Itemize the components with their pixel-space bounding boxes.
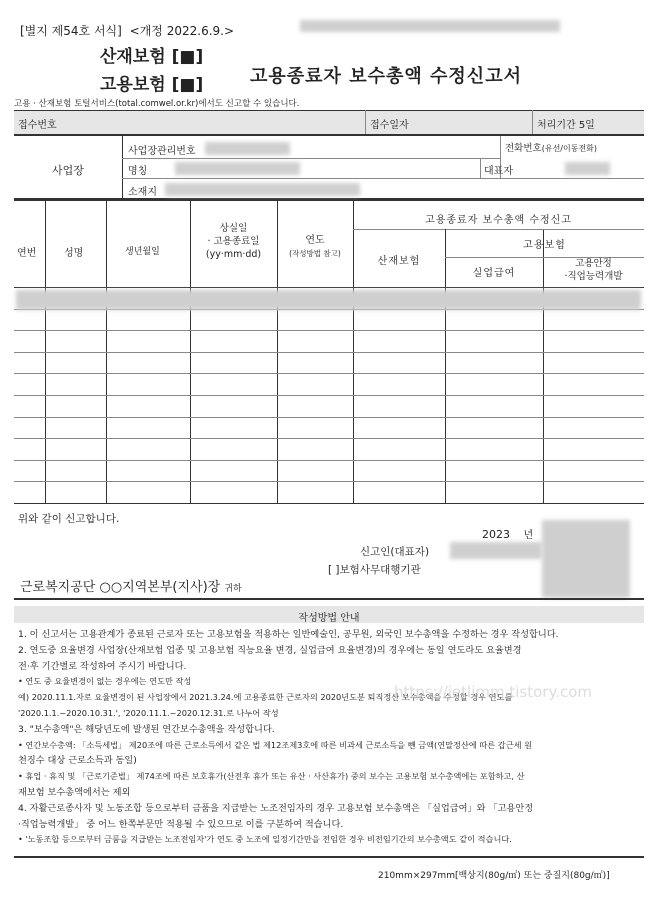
business-name-label: 명칭 xyxy=(128,166,148,177)
col-header-year-sub: (작성방법 참고) xyxy=(289,249,341,258)
col-header-year-text: 연도 xyxy=(305,235,325,246)
paper-spec: 210mm×297mm[백상지(80g/㎡) 또는 중질지(80g/㎡)] xyxy=(378,871,610,881)
redacted-mgmt-no xyxy=(205,142,290,155)
redacted-representative xyxy=(565,162,610,175)
col-header-stability-l1: 고용안정 xyxy=(575,258,612,269)
receipt-date-label: 접수일자 xyxy=(370,120,409,131)
group-header: 고용종료자 보수총액 수정신고 xyxy=(425,215,572,226)
col-header-no: 연번 xyxy=(17,248,37,259)
online-note: 고용 · 산재보험 토털서비스(total.comwel.or.kr)에서도 신고할 수 있습니다. xyxy=(14,99,300,109)
guide-line: 3. "보수총액"은 해당년도에 발생된 연간보수총액을 작성합니다. xyxy=(18,723,275,735)
mgmt-no-label: 사업장관리번호 xyxy=(128,146,196,157)
col-header-end-date-l2: · 고용종료일 xyxy=(207,236,260,247)
agent-checkbox[interactable]: [ ] xyxy=(328,564,340,576)
addressee-suffix: 귀하 xyxy=(224,584,242,594)
title-employment: 고용보험 [■] xyxy=(100,75,204,95)
table-row-line xyxy=(14,352,644,353)
address-label: 소재지 xyxy=(128,187,157,198)
guide-line: 예) 2020.11.1.자로 요율변경이 된 사업장에서 2021.3.24.에 고용종료한 근로자의 2020년도분 퇴직정산 보수총액을 수정할 경우 연도를 xyxy=(18,692,513,703)
phone-sub-text: (유선/이동전화) xyxy=(541,144,598,153)
guide-line: 1. 이 신고서는 고용관계가 종료된 근로자 또는 고용보험을 적용하는 일반예술인, 공무원, 외국인 보수총액을 수정하는 경우 작성합니다. xyxy=(18,629,559,640)
col-header-end-date xyxy=(190,222,277,261)
group-header-divider xyxy=(353,229,644,230)
receipt-number-label: 접수번호 xyxy=(18,120,57,131)
redacted-declarant xyxy=(450,542,542,559)
guide-line: 천징수 대상 근로소득과 동일) xyxy=(18,755,137,767)
table-row-line xyxy=(14,481,644,482)
revision-text: <개정 2022.6.9.> xyxy=(129,24,235,38)
table-row-line xyxy=(14,438,644,439)
col-header-name: 성명 xyxy=(64,248,84,259)
table-bottom xyxy=(14,503,644,504)
table-row-line xyxy=(14,330,644,331)
guide-line: • '노동조합 등으로부터 금품을 지급받는 노조전임자'가 연도 중 노조에 일정기간만을 전임한 경우 비전임기간의 보수총액도 같이 적습니다. xyxy=(18,834,512,845)
agent-label xyxy=(328,562,421,577)
processing-period-label: 처리기간 5일 xyxy=(537,120,595,131)
col-header-industrial: 산재보험 xyxy=(377,256,421,267)
addressee xyxy=(20,576,242,595)
guide-line: 4. 자활근로종사자 및 노동조합 등으로부터 금품을 지급받는 노조전임자의 경우 고용보험 보수총액은 「실업급여」와 「고용안정 xyxy=(18,802,534,814)
business-section-label: 사업장 xyxy=(52,164,84,177)
guide-line: • 휴업 · 휴직 및 「근로기준법」 제74조에 따른 보호휴가(산전후 휴가 또는 유산 · 사산휴가) 중의 보수는 고용보험 보수총액에는 포함하고, 산 xyxy=(18,771,525,782)
redacted-business-name xyxy=(175,162,300,175)
table-row-line xyxy=(14,395,644,396)
title-industrial: 산재보험 [■] xyxy=(100,47,204,67)
guide-line: 재보험 보수총액에서는 제외 xyxy=(18,787,131,798)
watermark: https://jetlimm.tistory.com xyxy=(394,683,593,701)
col-header-employment: 고용보험 xyxy=(523,240,566,251)
declaration-year xyxy=(482,526,533,541)
representative-label: 대표자 xyxy=(484,166,513,177)
guide-line: • 연도 중 요율변경이 없는 경우에는 연도만 작성 xyxy=(18,676,192,687)
phone-label xyxy=(505,140,597,154)
guide-line: 전·후 기간별로 작성하여 주시기 바랍니다. xyxy=(18,660,187,672)
form-id xyxy=(20,22,234,39)
col-header-year xyxy=(277,234,353,260)
col-header-birth: 생년월일 xyxy=(125,247,160,257)
phone-label-text: 전화번호 xyxy=(505,143,542,154)
guide-line: 2. 연도중 요율변경 사업장(산재보험 업종 및 고용보험 직능요율 변경, 실업급여 요율변경)의 경우에는 동일 연도라도 요율변경 xyxy=(18,644,522,656)
table-row-line xyxy=(14,417,644,418)
table-row-line xyxy=(14,373,644,374)
guide-title: 작성방법 안내 xyxy=(298,613,360,624)
guide-line: ·직업능력개발」 중 어느 한쪽부문만 적용될 수 있으므로 이를 구분하여 적습니다. xyxy=(18,818,344,830)
page-title: 고용종료자 보수총액 수정신고서 xyxy=(250,66,522,87)
agent-label-text: 보험사무대행기관 xyxy=(339,564,421,576)
form-id-text: [별지 제54호 서식] xyxy=(20,24,122,38)
table-row-line xyxy=(14,460,644,461)
declaration-year-value: 2023 xyxy=(482,528,510,541)
col-header-stability xyxy=(543,257,644,283)
guide-line: '2020.1.1.~2020.10.31.', '2020.11.1.~2020.12.31.로 나누어 작성 xyxy=(18,708,279,718)
table-header-bottom xyxy=(14,287,644,288)
redacted-signature xyxy=(542,520,630,598)
redacted-header-note xyxy=(300,20,560,32)
col-header-unemployment: 실업급여 xyxy=(472,268,516,279)
declarant-label: 신고인(대표자) xyxy=(360,546,430,558)
col-header-end-date-l3: (yy·mm·dd) xyxy=(205,249,262,260)
declaration-year-unit: 년 xyxy=(523,530,534,541)
col-header-end-date-l1: 상실일 xyxy=(219,223,248,234)
redacted-first-row xyxy=(16,290,641,310)
guide-line: • 연간보수총액: 「소득세법」 제20조에 따른 근로소득에서 같은 법 제12조제3호에 따른 비과세 근로소득을 뺀 금액(연말정산에 따른 갑근세 원 xyxy=(18,739,533,750)
declaration-statement: 위와 같이 신고합니다. xyxy=(18,513,120,525)
redacted-address xyxy=(165,183,360,196)
addressee-text: 근로복지공단 ○○지역본부(지사)장 xyxy=(20,580,221,595)
col-header-stability-l2: ·직업능력개발 xyxy=(564,271,623,282)
